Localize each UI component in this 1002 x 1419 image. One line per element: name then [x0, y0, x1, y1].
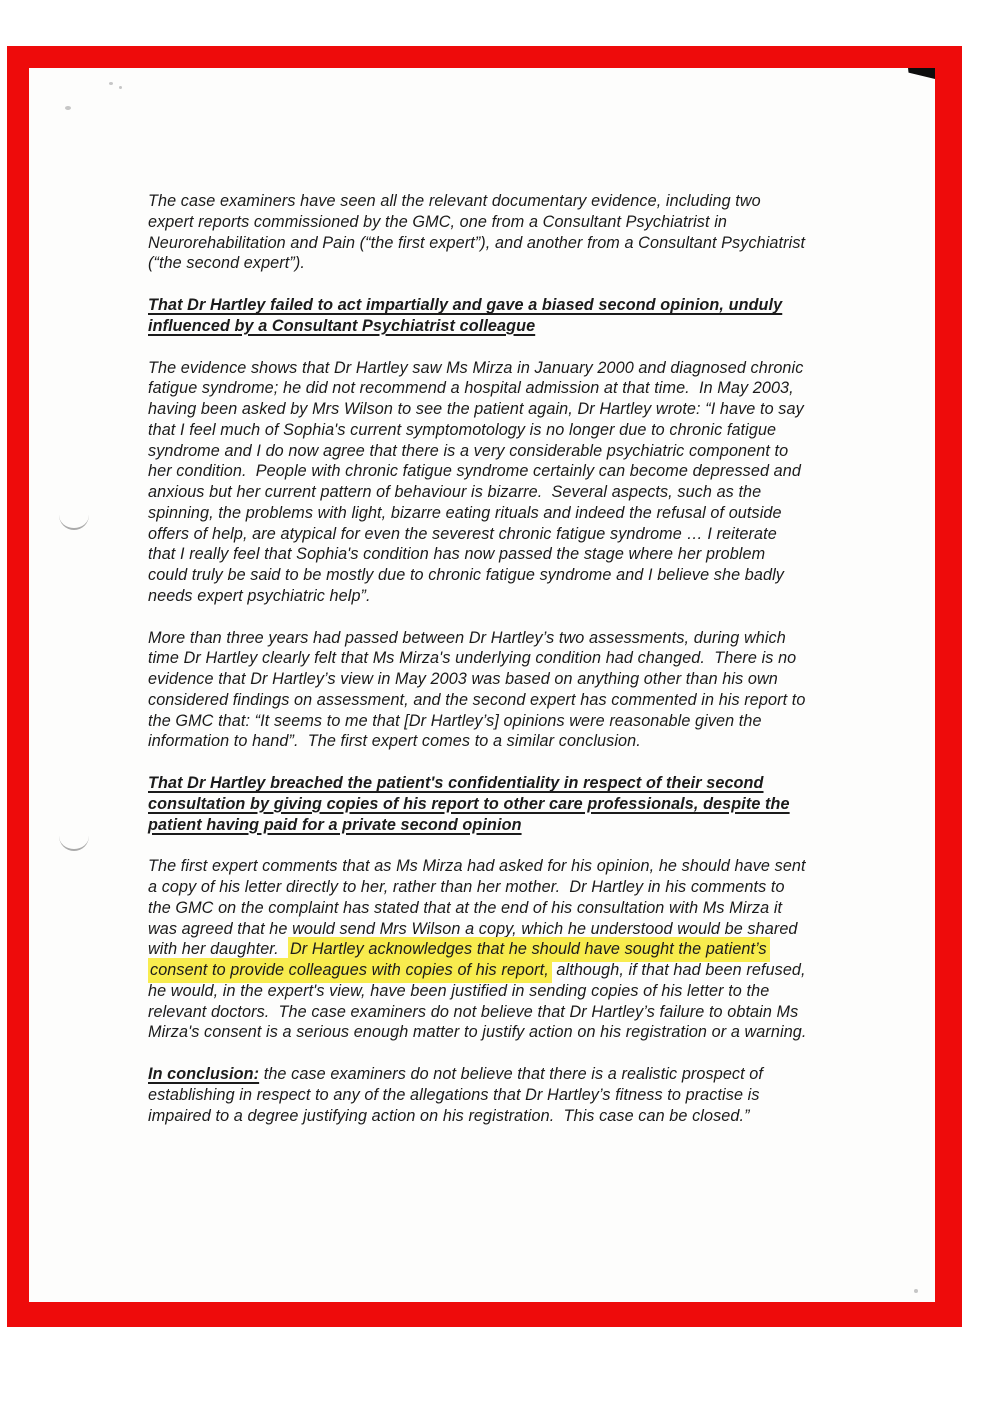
text-line: was agreed that he would send Mrs Wilson a copy, which he understood would be shared	[148, 919, 798, 938]
text-line: The evidence shows that Dr Hartley saw Ms Mirza in January 2000 and diagnosed chronic	[148, 358, 804, 377]
scan-speck	[914, 1289, 918, 1293]
section-heading	[148, 295, 908, 337]
highlighted-text: Dr Hartley acknowledges that he should have sought the patient’s	[288, 937, 770, 962]
text-line: that I feel much of Sophia's current symptomotology is no longer due to chronic fatigue	[148, 420, 777, 439]
text-line: the GMC on the complaint has stated that at the end of his consultation with Ms Mirza it	[148, 898, 783, 917]
text-line: he would, in the expert's view, have been justified in sending copies of his letter to the	[148, 981, 770, 1000]
section-heading	[148, 773, 908, 835]
text-line: syndrome and I do now agree that there is a very considerable psychiatric component to	[148, 441, 789, 460]
text-line: That Dr Hartley failed to act impartially and gave a biased second opinion, unduly	[148, 296, 783, 314]
text-line: The case examiners have seen all the relevant documentary evidence, including two	[148, 192, 761, 210]
paragraph	[148, 191, 908, 274]
text-line: relevant doctors. The case examiners do not believe that Dr Hartley’s failure to obtain Ms	[148, 1002, 799, 1021]
text-segment: with her daughter.	[148, 940, 288, 959]
conclusion-label: In conclusion:	[148, 1065, 260, 1083]
text-line: influenced by a Consultant Psychiatrist colleague	[148, 316, 536, 335]
text-line: needs expert psychiatric help”.	[148, 586, 371, 605]
text-line: The first expert comments that as Ms Mirza had asked for his opinion, he should have sent	[148, 857, 806, 876]
document-page	[29, 68, 935, 1302]
text-line: (“the second expert”).	[148, 254, 305, 273]
binding-mark-upper	[59, 515, 89, 530]
text-line: anxious but her current pattern of behaviour is bizarre. Several aspects, such as the	[148, 483, 762, 501]
paragraph	[148, 1064, 908, 1126]
text-line: patient having paid for a private second opinion	[148, 815, 522, 834]
text-line: evidence that Dr Hartley’s view in May 2003 was based on anything other than his own	[148, 670, 778, 688]
paragraph	[148, 856, 908, 1043]
text-line: could truly be said to be mostly due to chronic fatigue syndrome and I believe she badly	[148, 566, 784, 584]
text-segment: the case examiners do not believe that there is a realistic prospect of	[259, 1065, 764, 1083]
highlighted-text: consent to provide colleagues with copies of his report,	[148, 958, 552, 983]
text-line: fatigue syndrome; he did not recommend a hospital admission at that time. In May 2003,	[148, 379, 794, 398]
text-line	[148, 939, 908, 960]
text-line: impaired to a degree justifying action on his registration. This case can be closed.”	[148, 1106, 750, 1125]
scan-speck	[109, 82, 113, 85]
binding-mark-lower	[59, 836, 89, 851]
red-border-frame	[7, 46, 962, 1327]
text-line: establishing in respect to any of the allegations that Dr Hartley’s fitness to practise is	[148, 1085, 760, 1104]
text-line: consultation by giving copies of his report to other care professionals, despite the	[148, 794, 790, 813]
text-segment: although, if that had been refused,	[551, 961, 806, 979]
text-line: Mirza's consent is a serious enough matter to justify action on his registration or a warning.	[148, 1023, 807, 1042]
text-line	[148, 1064, 908, 1085]
text-line: offers of help, are atypical for even the severest chronic fatigue syndrome … I reiterate	[148, 524, 777, 543]
scan-speck	[65, 106, 71, 110]
text-line: information to hand”. The first expert comes to a similar conclusion.	[148, 732, 641, 751]
text-line: having been asked by Mrs Wilson to see the patient again, Dr Hartley wrote: “I have to say	[148, 400, 804, 418]
text-line: the GMC that: “It seems to me that [Dr Hartley’s] opinions were reasonable given the	[148, 711, 762, 730]
scan-corner-mark	[908, 68, 935, 79]
text-line: a copy of his letter directly to her, rather than her mother. Dr Hartley in his comments to	[148, 878, 785, 896]
text-line	[148, 960, 908, 981]
text-line: that I really feel that Sophia's condition has now passed the stage where her problem	[148, 545, 766, 564]
text-line: considered findings on assessment, and the second expert has commented in his report to	[148, 690, 806, 709]
paragraph	[148, 358, 908, 607]
text-line: time Dr Hartley clearly felt that Ms Mirza's underlying condition had changed. There is no	[148, 649, 797, 668]
document-text	[148, 191, 908, 1147]
scan-speck	[119, 86, 122, 89]
text-line: her condition. People with chronic fatigue syndrome certainly can become depressed and	[148, 462, 801, 481]
text-line: expert reports commissioned by the GMC, one from a Consultant Psychiatrist in	[148, 212, 727, 231]
text-line: That Dr Hartley breached the patient's confidentiality in respect of their second	[148, 774, 764, 792]
text-line: More than three years had passed between Dr Hartley’s two assessments, during which	[148, 628, 786, 647]
text-line: Neurorehabilitation and Pain (“the first expert”), and another from a Consultant Psychiatrist	[148, 233, 806, 252]
text-line: spinning, the problems with light, bizarre eating rituals and indeed the refusal of outside	[148, 503, 782, 522]
paragraph	[148, 628, 908, 753]
